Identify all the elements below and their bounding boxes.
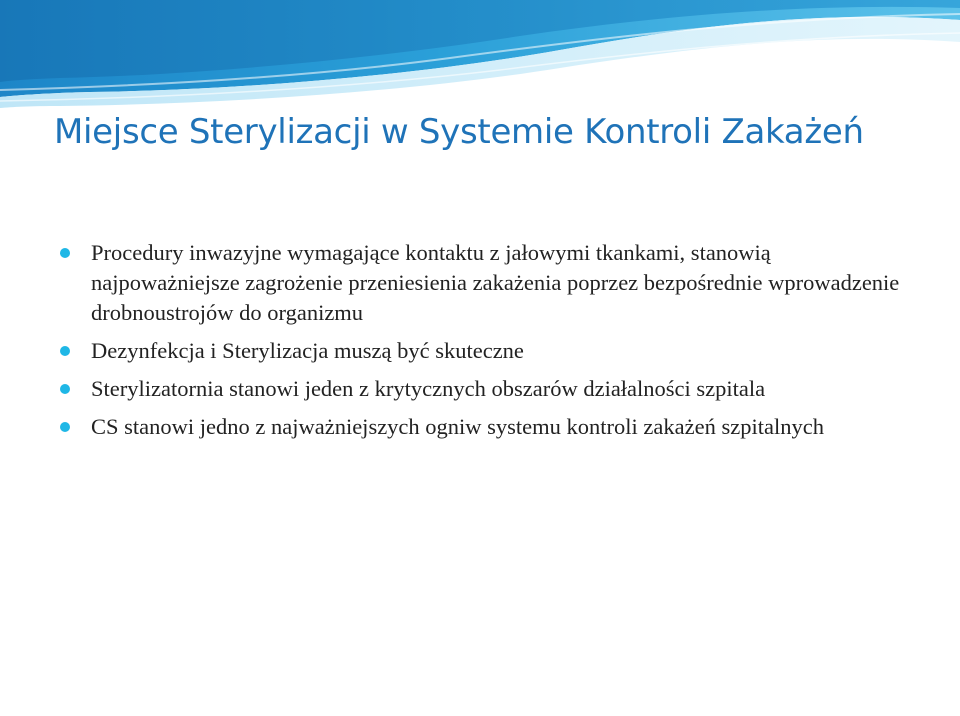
bullet-item: [60, 336, 920, 366]
bullet-text: Procedury inwazyjne wymagające kontaktu z jałowymi tkankami, stanowią najpoważniejsze zagrożenie przeniesienia zakażenia poprzez bezpośrednie wprowadzenie drobnoustrojów do organizmu: [91, 240, 900, 325]
bullet-item: [60, 238, 920, 328]
bullet-dot-icon: [60, 422, 70, 432]
bullet-text: CS stanowi jedno z najważniejszych ogniw systemu kontroli zakażeń szpitalnych: [91, 414, 824, 439]
bullet-text: Dezynfekcja i Sterylizacja muszą być skuteczne: [91, 338, 524, 363]
bullet-item: [60, 412, 920, 442]
bullet-dot-icon: [60, 248, 70, 258]
header-wave-banner: [0, 0, 960, 120]
bullet-dot-icon: [60, 384, 70, 394]
bullet-list: [60, 238, 920, 450]
slide-title: Miejsce Sterylizacji w Systemie Kontroli Zakażeń: [54, 112, 864, 152]
bullet-dot-icon: [60, 346, 70, 356]
bullet-text: Sterylizatornia stanowi jeden z krytycznych obszarów działalności szpitala: [91, 376, 766, 401]
bullet-item: [60, 374, 920, 404]
